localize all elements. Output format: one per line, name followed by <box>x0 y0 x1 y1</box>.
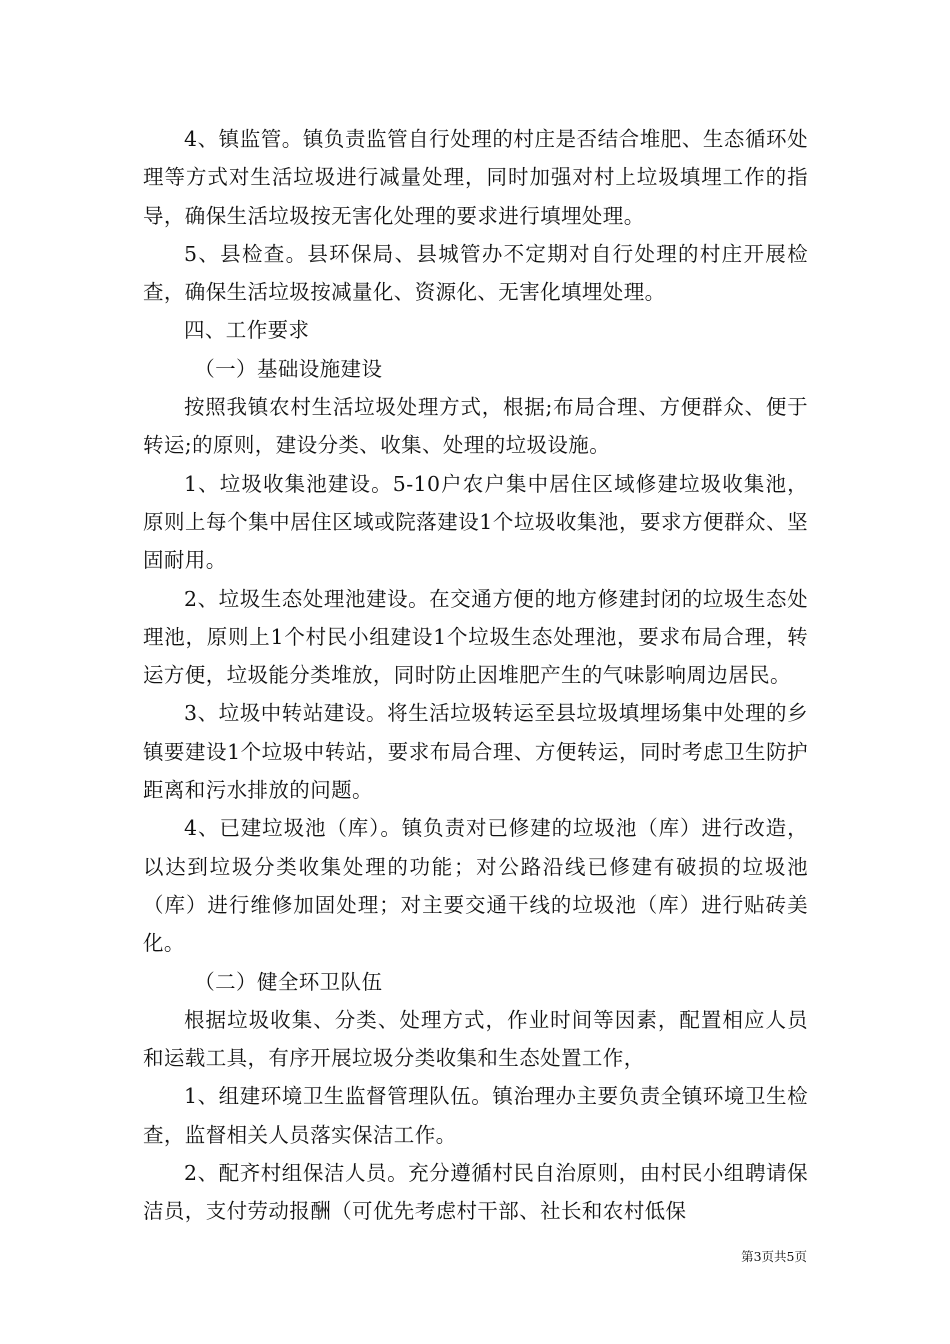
document-body <box>143 120 808 1231</box>
paragraph-collection-pool: 1、垃圾收集池建设。5-10户农户集中居住区域修建垃圾收集池，原则上每个集中居住区域或院落建设1个垃圾收集池，要求方便群众、坚固耐用。 <box>143 471 808 573</box>
section-heading-work-requirements: 四、工作要求 <box>184 318 310 343</box>
paragraph-sanitation-intro: 根据垃圾收集、分类、处理方式，作业时间等因素，配置相应人员和运载工具，有序开展垃圾分类收集和生态处置工作， <box>143 1007 808 1071</box>
paragraph-infrastructure-intro: 按照我镇农村生活垃圾处理方式，根据;布局合理、方便群众、便于转运;的原则，建设分类、收集、处理的垃圾设施。 <box>143 395 808 458</box>
subsection-heading-infrastructure: （一）基础设施建设 <box>194 356 383 381</box>
paragraph-existing-pools: 4、已建垃圾池（库）。镇负责对已修建的垃圾池（库）进行改造，以达到垃圾分类收集处理的功能；对公路沿线已修建有破损的垃圾池（库）进行维修加固处理；对主要交通干线的垃圾池（库）进行贴砖美化。 <box>143 816 808 956</box>
paragraph-town-supervision: 4、镇监管。镇负责监管自行处理的村庄是否结合堆肥、生态循环处理等方式对生活垃圾进行减量处理，同时加强对村上垃圾填埋工作的指导，确保生活垃圾按无害化处理的要求进行填埋处理。 <box>143 127 808 228</box>
paragraph-supervision-team: 1、组建环境卫生监督管理队伍。镇治理办主要负责全镇环境卫生检查，监督相关人员落实保洁工作。 <box>143 1084 808 1147</box>
paragraph-county-inspection: 5、县检查。县环保局、县城管办不定期对自行处理的村庄开展检查，确保生活垃圾按减量化、资源化、无害化填埋处理。 <box>143 241 808 305</box>
subsection-heading-sanitation-team: （二）健全环卫队伍 <box>194 969 383 994</box>
page-number-footer: 第3页共5页 <box>741 1249 807 1264</box>
paragraph-ecological-pool: 2、垃圾生态处理池建设。在交通方便的地方修建封闭的垃圾生态处理池，原则上1个村民小组建设1个垃圾生态处理池，要求布局合理，转运方便，垃圾能分类堆放，同时防止因堆肥产生的气味影响周边居民。 <box>143 586 808 688</box>
paragraph-cleaning-staff: 2、配齐村组保洁人员。充分遵循村民自治原则，由村民小组聘请保洁员，支付劳动报酬（可优先考虑村干部、社长和农村低保 <box>143 1161 808 1224</box>
paragraph-transfer-station: 3、垃圾中转站建设。将生活垃圾转运至县垃圾填埋场集中处理的乡镇要建设1个垃圾中转站，要求布局合理、方便转运，同时考虑卫生防护距离和污水排放的问题。 <box>143 701 808 803</box>
